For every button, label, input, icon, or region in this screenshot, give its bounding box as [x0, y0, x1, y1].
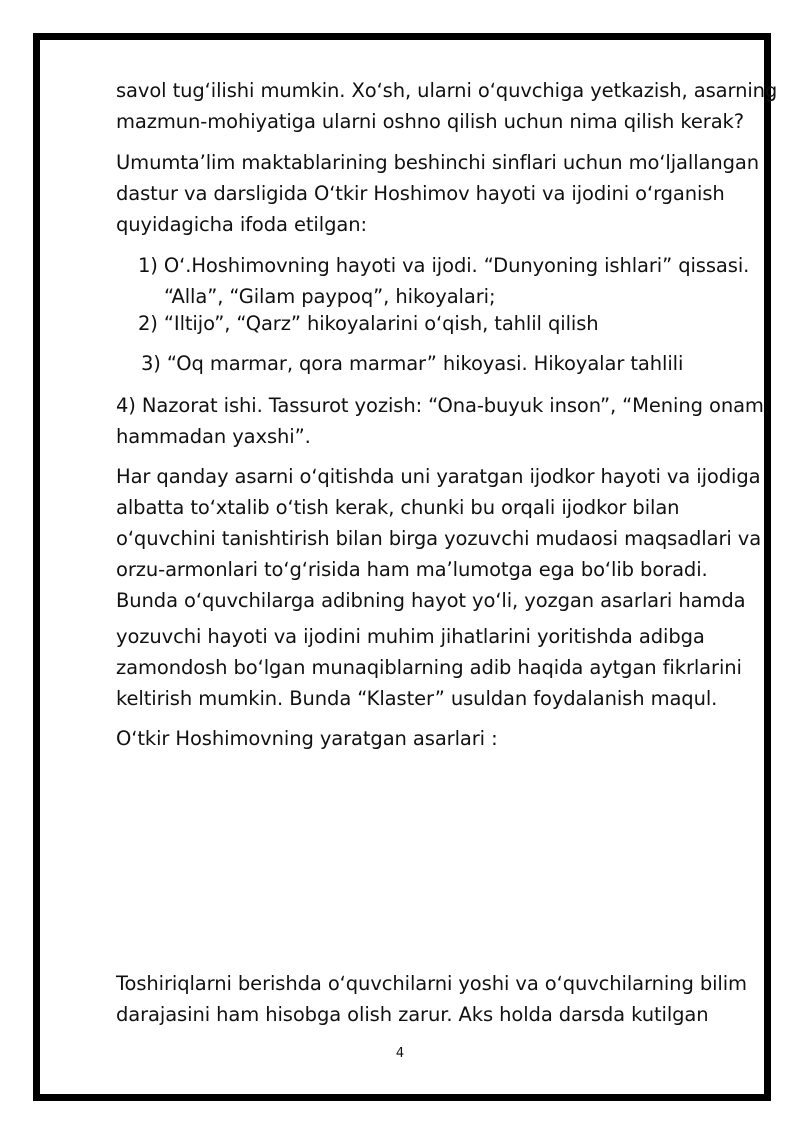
paragraph-cluster — [116, 621, 746, 714]
text-line: Har qanday asarni oʻqitishda uni yaratgan ijodkor hayoti va ijodiga — [116, 465, 761, 488]
list-item — [138, 308, 768, 339]
text-line: yozuvchi hayoti va ijodini muhim jihatlarini yoritishda adibga — [116, 625, 705, 648]
text-line: Oʻtkir Hoshimovning yaratgan asarlari : — [116, 727, 498, 750]
text-line: savol tugʻilishi mumkin. Xoʻsh, ularni oʻquvchiga yetkazish, asarning — [116, 79, 778, 102]
text-line: Toshiriqlarni berishda oʻquvchilarni yoshi va oʻquvchilarning bilim — [116, 972, 747, 995]
text-line: 3) “Oq marmar, qora marmar” hikoyasi. Hikoyalar tahlili — [141, 352, 684, 375]
text-line: quyidagicha ifoda etilgan: — [116, 213, 367, 236]
text-line: hammadan yaxshi”. — [116, 425, 311, 448]
text-line: darajasini ham hisobga olish zarur. Aks holda darsda kutilgan — [116, 1003, 709, 1026]
paragraph-tasks — [116, 968, 746, 1030]
text-line: oʻquvchini tanishtirish bilan birga yozuvchi mudaosi maqsadlari va — [116, 527, 762, 550]
list-item — [141, 348, 771, 379]
text-line: keltirish mumkin. Bunda “Klaster” usuldan foydalanish maqul. — [116, 687, 718, 710]
text-line: dastur va darsligida Oʻtkir Hoshimov hayoti va ijodini oʻrganish — [116, 182, 725, 205]
page-number: 4 — [395, 1046, 405, 1061]
paragraph-curriculum — [116, 147, 760, 240]
text-line: Umumtaʼlim maktablarining beshinchi sinflari uchun moʻljallangan — [116, 151, 760, 174]
text-line: mazmun-mohiyatiga ularni oshno qilish uchun nima qilish kerak? — [116, 110, 744, 133]
text-line: “Alla”, “Gilam paypoq”, hikoyalari; — [164, 285, 496, 308]
text-line: zamondosh boʻlgan munaqiblarning adib haqida aytgan fikrlarini — [116, 656, 742, 679]
text-line: 4) Nazorat ishi. Tassurot yozish: “Ona-buyuk inson”, “Mening onam — [116, 394, 764, 417]
paragraph-works-heading — [116, 723, 746, 754]
paragraph-teaching — [116, 461, 762, 616]
text-line: 1) Oʻ.Hoshimovning hayoti va ijodi. “Dunyoning ishlari” qissasi. — [138, 254, 750, 277]
paragraph-assessment — [116, 390, 764, 452]
text-line: 2) “Iltijo”, “Qarz” hikoyalarini oʻqish, tahlil qilish — [138, 312, 599, 335]
text-line: orzu-armonlari toʻgʻrisida ham maʼlumotga ega boʻlib boradi. — [116, 558, 708, 581]
list-item — [138, 250, 768, 312]
text-line: Bunda oʻquvchilarga adibning hayot yoʻli, yozgan asarlari hamda — [116, 589, 746, 612]
paragraph-intro — [116, 75, 778, 137]
text-line: albatta toʻxtalib oʻtish kerak, chunki bu orqali ijodkor bilan — [116, 496, 680, 519]
